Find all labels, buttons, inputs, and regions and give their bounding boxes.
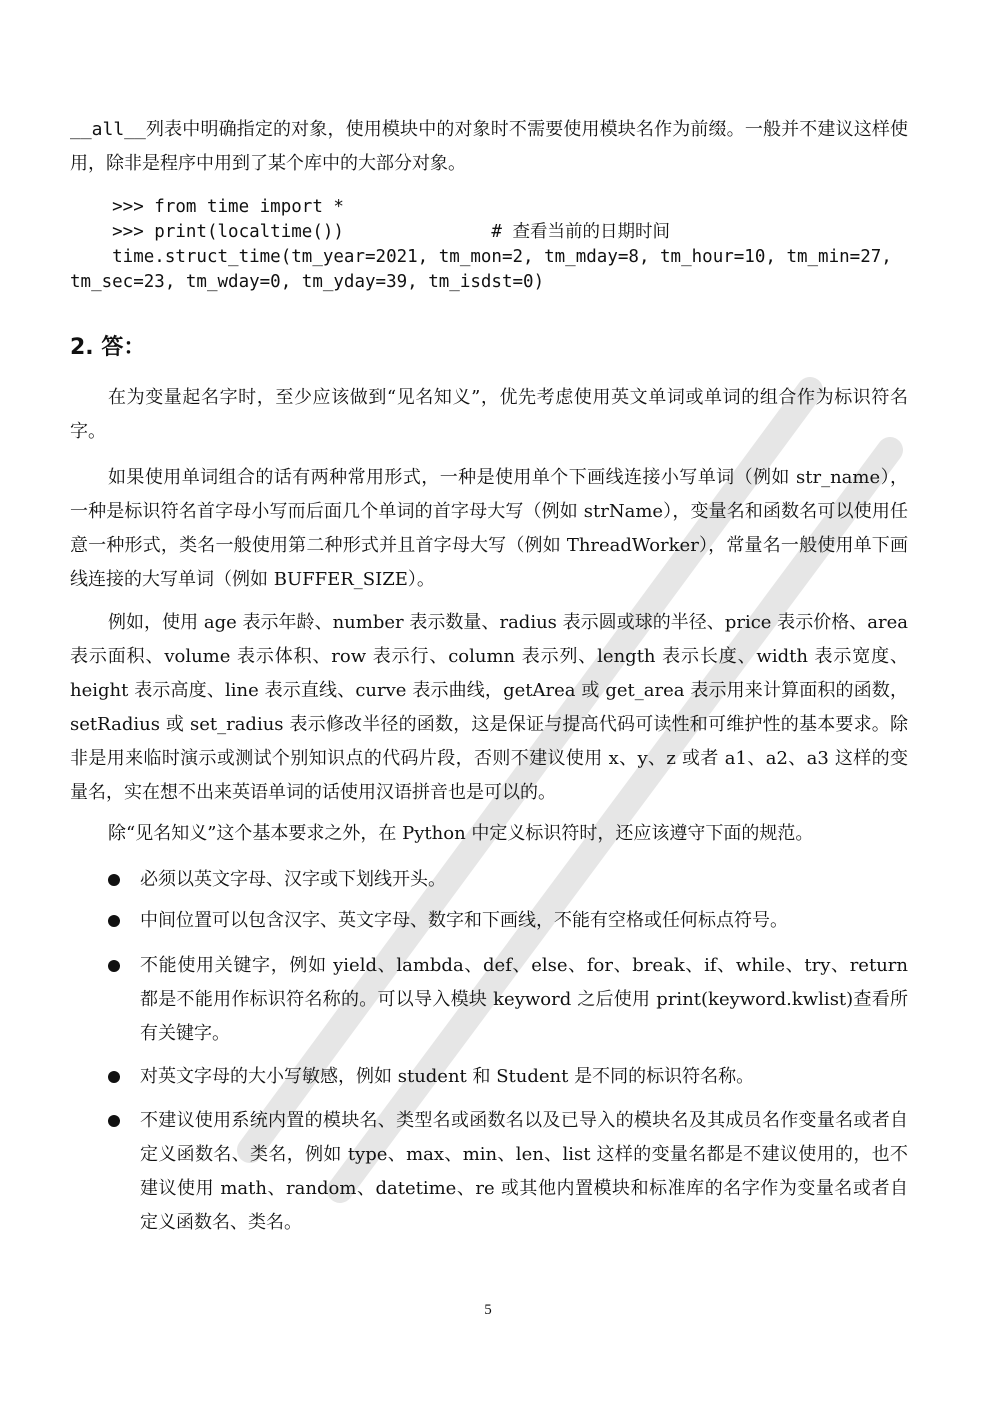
list-item: 不建议使用系统内置的模块名、类型名或函数名以及已导入的模块名及其成员名作变量名或者自定义函数名、类名，例如 type、max、min、len、list 这样的变量名都是不建议使用的，也不建议使用 math、random、datetime、re 或其他内置模块和标准库的名字作为变量名或者自定义函数名、类名。 xyxy=(140,1110,908,1233)
code-line-1: >>> from time import * xyxy=(70,197,344,217)
paragraph-3: 例如，使用 age 表示年龄、number 表示数量、radius 表示圆或球的半径、price 表示价格、area 表示面积、volume 表示体积、row 表示行、column 表示列、length 表示长度、width 表示宽度、height 表示高度、line 表示直线、curve 表示曲线，getArea 或 get_area 表示用来计算面积的函数，setRadius 或 set_radius 表示修改半径的函数，这是保证与提高代码可读性和可维护性的基本要求。除非是用来临时演示或测试个别知识点的代码片段，否则不建议使用 x、y、z 或者 a1、a2、a3 这样的变量名，实在想不出来英语单词的话使用汉语拼音也是可以的。 xyxy=(70,612,908,803)
all-keyword: __all__ xyxy=(70,119,146,140)
paragraph-1: 在为变量起名字时，至少应该做到“见名知义”，优先考虑使用英文单词或单词的组合作为标识符名字。 xyxy=(70,387,908,442)
bullet-dot xyxy=(108,915,120,927)
page-number: 5 xyxy=(484,1302,492,1318)
list-item: 不能使用关键字，例如 yield、lambda、def、else、for、break、if、while、try、return 都是不能用作标识符名称的。可以导入模块 keyword 之后使用 print(keyword.kwlist)查看所有关键字。 xyxy=(140,955,908,1044)
intro-text: 列表中明确指定的对象，使用模块中的对象时不需要使用模块名作为前缀。一般并不建议这样使用，除非是程序中用到了某个库中的大部分对象。 xyxy=(70,119,908,174)
paragraph-2: 如果使用单词组合的话有两种常用形式，一种是使用单个下画线连接小写单词（例如 str_name），一种是标识符名首字母小写而后面几个单词的首字母大写（例如 strName），变量名和函数名可以使用任意一种形式，类名一般使用第二种形式并且首字母大写（例如 ThreadWorker），常量名一般使用单下画线连接的大写单词（例如 BUFFER_SIZE）。 xyxy=(70,467,908,590)
code-line-3: time.struct_time(tm_year=2021, tm_mon=2, tm_mday=8, tm_hour=10, tm_min=27, xyxy=(70,247,892,267)
list-item: 中间位置可以包含汉字、英文字母、数字和下画线，不能有空格或任何标点符号。 xyxy=(140,910,788,931)
bullet-dot xyxy=(108,874,120,886)
bullet-dot xyxy=(108,960,120,972)
list-item: 必须以英文字母、汉字或下划线开头。 xyxy=(140,869,446,890)
code-line-2: >>> print(localtime()) # 查看当前的日期时间 xyxy=(70,222,671,242)
code-line-4: tm_sec=23, tm_wday=0, tm_yday=39, tm_isdst=0) xyxy=(70,272,545,292)
bullet-dot xyxy=(108,1071,120,1083)
intro-paragraph xyxy=(70,113,908,181)
paragraph-4: 除“见名知义”这个基本要求之外，在 Python 中定义标识符时，还应该遵守下面的规范。 xyxy=(108,823,814,844)
section-heading: 2. 答： xyxy=(70,335,146,360)
list-item: 对英文字母的大小写敏感，例如 student 和 Student 是不同的标识符名称。 xyxy=(140,1066,755,1087)
bullet-dot xyxy=(108,1115,120,1127)
